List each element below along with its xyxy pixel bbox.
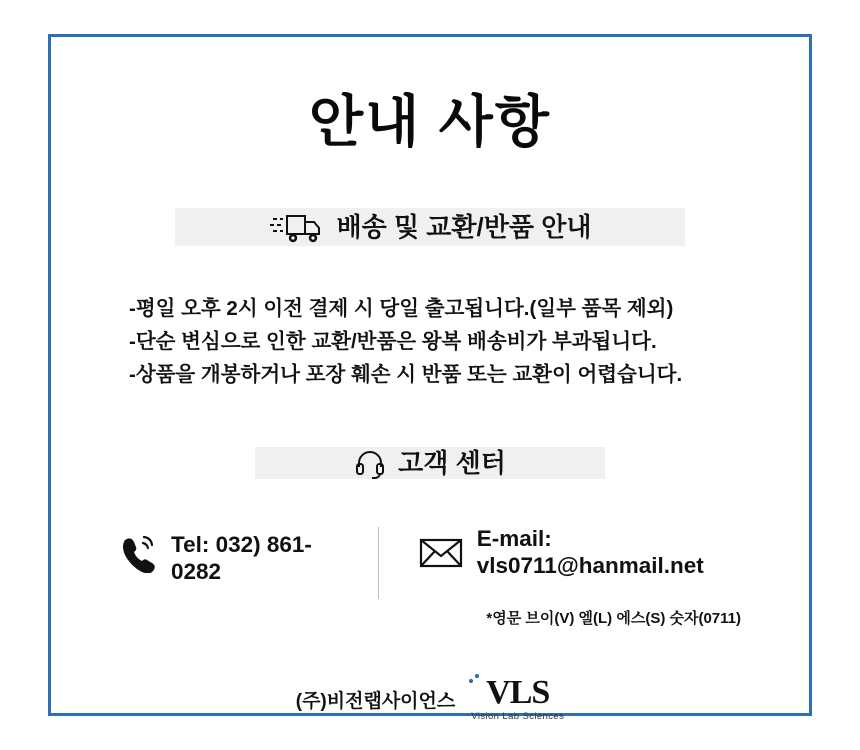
page-title: 안내 사항	[309, 90, 551, 153]
shipping-note-1: -평일 오후 2시 이전 결제 시 당일 출고됩니다.(일부 품목 제외)	[129, 296, 674, 320]
shipping-section-header	[175, 208, 685, 246]
footer-company-name: (주)비전랩사이언스	[295, 690, 456, 712]
email-text: E-mail: vls0711@hanmail.net	[476, 526, 704, 579]
email-note: *영문 브이(V) 엘(L) 에스(S) 숫자(0711)	[486, 610, 741, 628]
shipping-note-3: -상품을 개봉하거나 포장 훼손 시 반품 또는 교환이 어렵습니다.	[129, 363, 683, 387]
email-top	[419, 525, 743, 579]
brand-dots-icon	[467, 672, 483, 686]
footer	[296, 676, 564, 722]
support-section-label: 고객 센터	[398, 448, 506, 479]
contact-tel	[91, 525, 378, 585]
notice-card	[48, 34, 812, 723]
brand-subtitle: Vision Lab Sciences	[471, 711, 565, 723]
contact-row	[91, 525, 769, 628]
truck-icon	[269, 208, 325, 246]
tel-text: Tel: 032) 861-0282	[171, 532, 312, 585]
brand-mark: VLS	[486, 674, 550, 712]
shipping-section-label: 배송 및 교환/반품 안내	[336, 211, 592, 242]
contact-email	[379, 525, 769, 628]
support-section-header	[255, 447, 605, 479]
mail-icon	[419, 536, 463, 568]
brand-logo	[471, 676, 564, 722]
shipping-notes	[91, 292, 769, 392]
phone-icon	[117, 531, 157, 573]
shipping-note-2: -단순 변심으로 인한 교환/반품은 왕복 배송비가 부과됩니다.	[129, 330, 657, 353]
headset-icon	[354, 447, 386, 479]
